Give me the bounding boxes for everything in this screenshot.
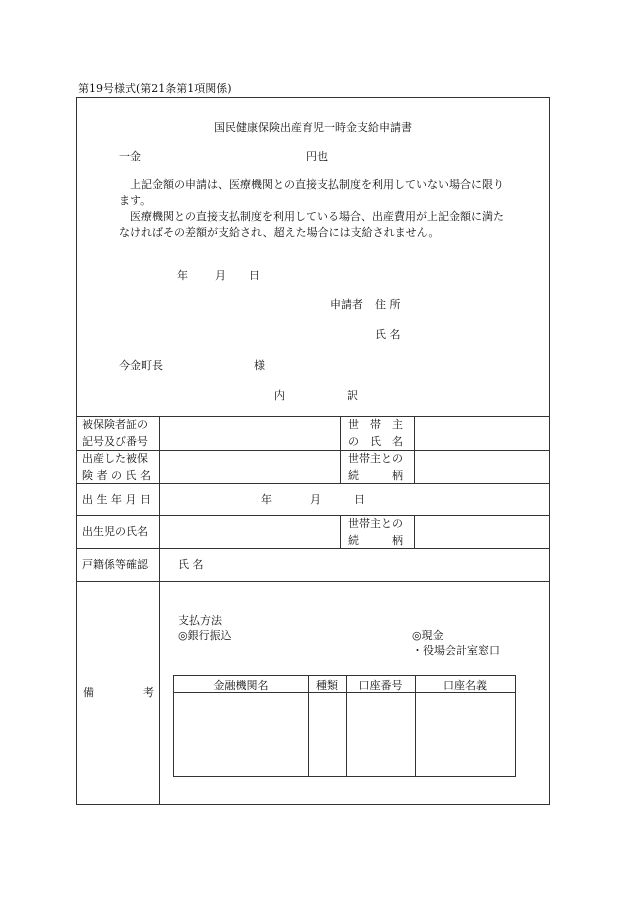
column-divider bbox=[414, 416, 415, 483]
amount-prefix: 一金 bbox=[119, 150, 141, 163]
relation2-label bbox=[348, 515, 408, 549]
mother-name-label-line1: 出産した被保 bbox=[82, 452, 148, 465]
child-name-label: 出生児の氏名 bbox=[82, 525, 148, 538]
account-type-header: 種類 bbox=[316, 679, 338, 692]
birth-month: 月 bbox=[310, 493, 321, 506]
column-divider bbox=[159, 416, 160, 805]
notice-text bbox=[119, 177, 509, 241]
birth-day: 日 bbox=[354, 493, 365, 506]
relation2-label-line1: 世帯主との bbox=[348, 517, 403, 530]
account-number-header: 口座番号 bbox=[358, 679, 403, 692]
remarks-label-char2: 考 bbox=[143, 686, 154, 699]
registry-check-label: 戸籍係等確認 bbox=[82, 558, 148, 571]
application-form bbox=[76, 97, 550, 805]
row-divider bbox=[77, 515, 549, 516]
date-month: 月 bbox=[215, 269, 226, 282]
form-number-label: 第19号様式(第21条第1項関係) bbox=[78, 82, 232, 95]
relation-label bbox=[348, 450, 408, 484]
date-year: 年 bbox=[177, 269, 188, 282]
row-divider bbox=[77, 581, 549, 582]
date-day: 日 bbox=[249, 269, 260, 282]
notice-paragraph-1: 上記金額の申請は、医療機関との直接支払制度を利用していない場合に限ります。 bbox=[119, 178, 504, 207]
insured-card-label-line1: 被保険者証の bbox=[82, 418, 148, 431]
insured-card-label-line2: 記号及び番号 bbox=[82, 435, 148, 448]
row-divider bbox=[77, 548, 549, 549]
household-head-label bbox=[348, 416, 408, 450]
household-head-label-line2: の 氏 名 bbox=[348, 435, 403, 448]
form-title: 国民健康保険出産育児一時金支給申請書 bbox=[214, 121, 412, 134]
mother-name-label-line2: 険 者 の 氏 名 bbox=[82, 469, 151, 482]
relation-label-line2: 続 柄 bbox=[348, 469, 403, 482]
breakdown-right: 訳 bbox=[347, 389, 358, 402]
column-divider bbox=[414, 515, 415, 548]
household-head-label-line1: 世 帯 主 bbox=[348, 418, 403, 431]
payment-method-heading: 支払方法 bbox=[178, 614, 222, 627]
applicant-address-label: 住 所 bbox=[375, 298, 401, 311]
birth-year: 年 bbox=[261, 493, 272, 506]
birth-date-label: 出 生 年 月 日 bbox=[82, 493, 151, 506]
cash-option: ◎現金 bbox=[412, 629, 444, 642]
applicant-name-label: 氏 名 bbox=[375, 328, 401, 341]
column-divider bbox=[340, 515, 341, 548]
column-divider bbox=[340, 416, 341, 483]
insured-card-label bbox=[82, 416, 156, 450]
relation2-label-line2: 続 柄 bbox=[348, 534, 403, 547]
notice-paragraph-2: 医療機関との直接支払制度を利用している場合、出産費用が上記金額に満たなければその差額が支給され、超えた場合には支給されません。 bbox=[119, 210, 504, 239]
bank-account-table bbox=[173, 675, 516, 777]
remarks-label-char1: 備 bbox=[83, 686, 94, 699]
relation-label-line1: 世帯主との bbox=[348, 452, 403, 465]
applicant-label: 申請者 bbox=[330, 298, 363, 311]
registry-name-label: 氏 名 bbox=[178, 558, 204, 571]
bank-name-header: 金融機関名 bbox=[213, 679, 269, 692]
amount-suffix: 円也 bbox=[306, 150, 328, 163]
addressee-mayor: 今金町長 bbox=[119, 359, 163, 372]
breakdown-left: 内 bbox=[274, 389, 285, 402]
addressee-honorific: 様 bbox=[254, 359, 265, 372]
mother-name-label bbox=[82, 450, 156, 484]
cash-window-option: ・役場会計室窓口 bbox=[412, 644, 500, 657]
account-holder-header: 口座名義 bbox=[443, 679, 487, 692]
bank-transfer-option: ◎銀行振込 bbox=[178, 629, 232, 642]
